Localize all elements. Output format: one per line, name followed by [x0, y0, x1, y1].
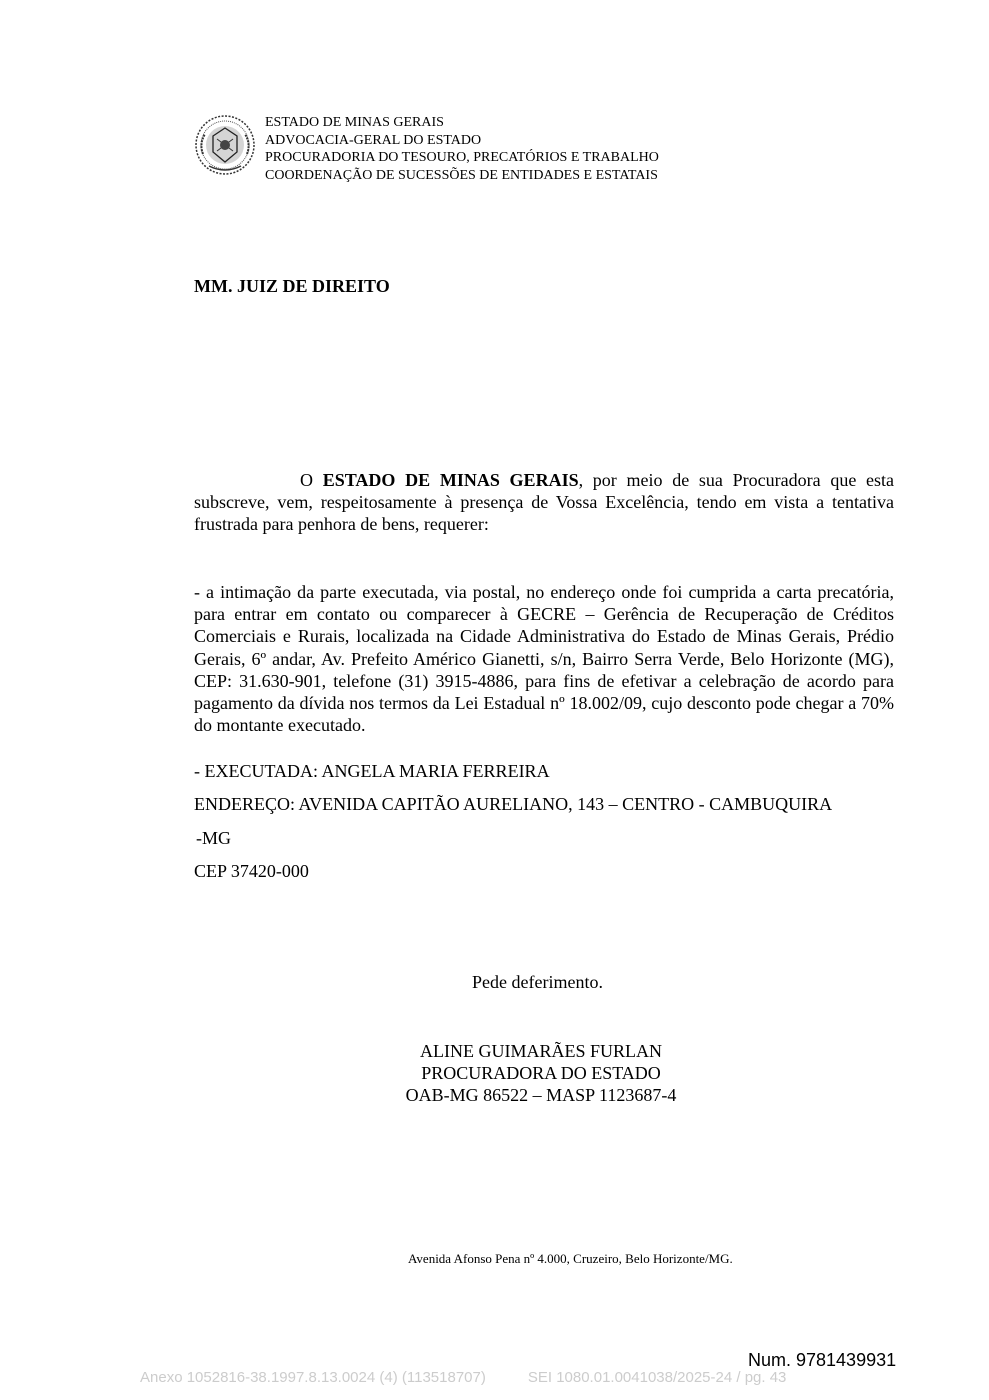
- party-address: ENDEREÇO: AVENIDA CAPITÃO AURELIANO, 143 – CENTRO - CAMBUQUIRA: [194, 794, 833, 814]
- intro-rest: , por meio de sua Procuradora que esta subscreve, vem, respeitosamente à presença de Vossa Excelência, tendo em vista a tentativa frustrada para penhora de bens, requerer:: [194, 470, 895, 535]
- letterhead: [265, 114, 659, 184]
- party-postal-code: CEP 37420-000: [194, 861, 309, 881]
- annex-watermark: [140, 1369, 786, 1386]
- annex-reference: Anexo 1052816-38.1997.8.13.0024 (4) (113518707): [140, 1369, 486, 1386]
- intro-paragraph: [194, 469, 894, 536]
- party-state: -MG: [196, 828, 231, 848]
- signer-registration: OAB-MG 86522 – MASP 1123687-4: [405, 1085, 677, 1106]
- signer-name: ALINE GUIMARÃES FURLAN: [420, 1041, 662, 1061]
- letterhead-line: ESTADO DE MINAS GERAIS: [265, 115, 444, 130]
- intro-entity: ESTADO DE MINAS GERAIS: [322, 470, 579, 490]
- signature-block: [380, 1040, 702, 1107]
- coat-of-arms-seal-icon: [193, 114, 257, 176]
- letterhead-line: PROCURADORIA DO TESOURO, PRECATÓRIOS E TRABALHO: [265, 150, 659, 165]
- closing: Pede deferimento.: [472, 972, 603, 992]
- document-number: Num. 9781439931: [748, 1350, 897, 1370]
- executed-party: - EXECUTADA: ANGELA MARIA FERREIRA: [194, 761, 550, 781]
- footer-address: Avenida Afonso Pena nº 4.000, Cruzeiro, Belo Horizonte/MG.: [408, 1251, 733, 1266]
- sei-reference: SEI 1080.01.0041038/2025-24 / pg. 43: [527, 1369, 787, 1386]
- signer-role: PROCURADORA DO ESTADO: [421, 1063, 661, 1084]
- addressee: MM. JUIZ DE DIREITO: [194, 276, 390, 296]
- intro-lead: O: [300, 470, 323, 490]
- letterhead-line: ADVOCACIA-GERAL DO ESTADO: [265, 132, 482, 148]
- letterhead-line: COORDENAÇÃO DE SUCESSÕES DE ENTIDADES E ESTATAIS: [265, 167, 658, 183]
- request-paragraph: - a intimação da parte executada, via postal, no endereço onde foi cumprida a carta precatória, para entrar em contato ou comparecer à GECRE – Gerência de Recuperação de Créditos Comerciais e Rurais, localizada na Cidade Administrativa do Estado de Minas Gerais, Prédio Gerais, 6º andar, Av. Prefeito Américo Gianetti, s/n, Bairro Serra Verde, Belo Horizonte (MG), CEP: 31.630-901, telefone (31) 3915-4886, para fins de efetivar a celebração de acordo para pagamento da dívida nos termos da Lei Estadual nº 18.002/09, cujo desconto pode chegar a 70% do montante executado.: [194, 582, 894, 736]
